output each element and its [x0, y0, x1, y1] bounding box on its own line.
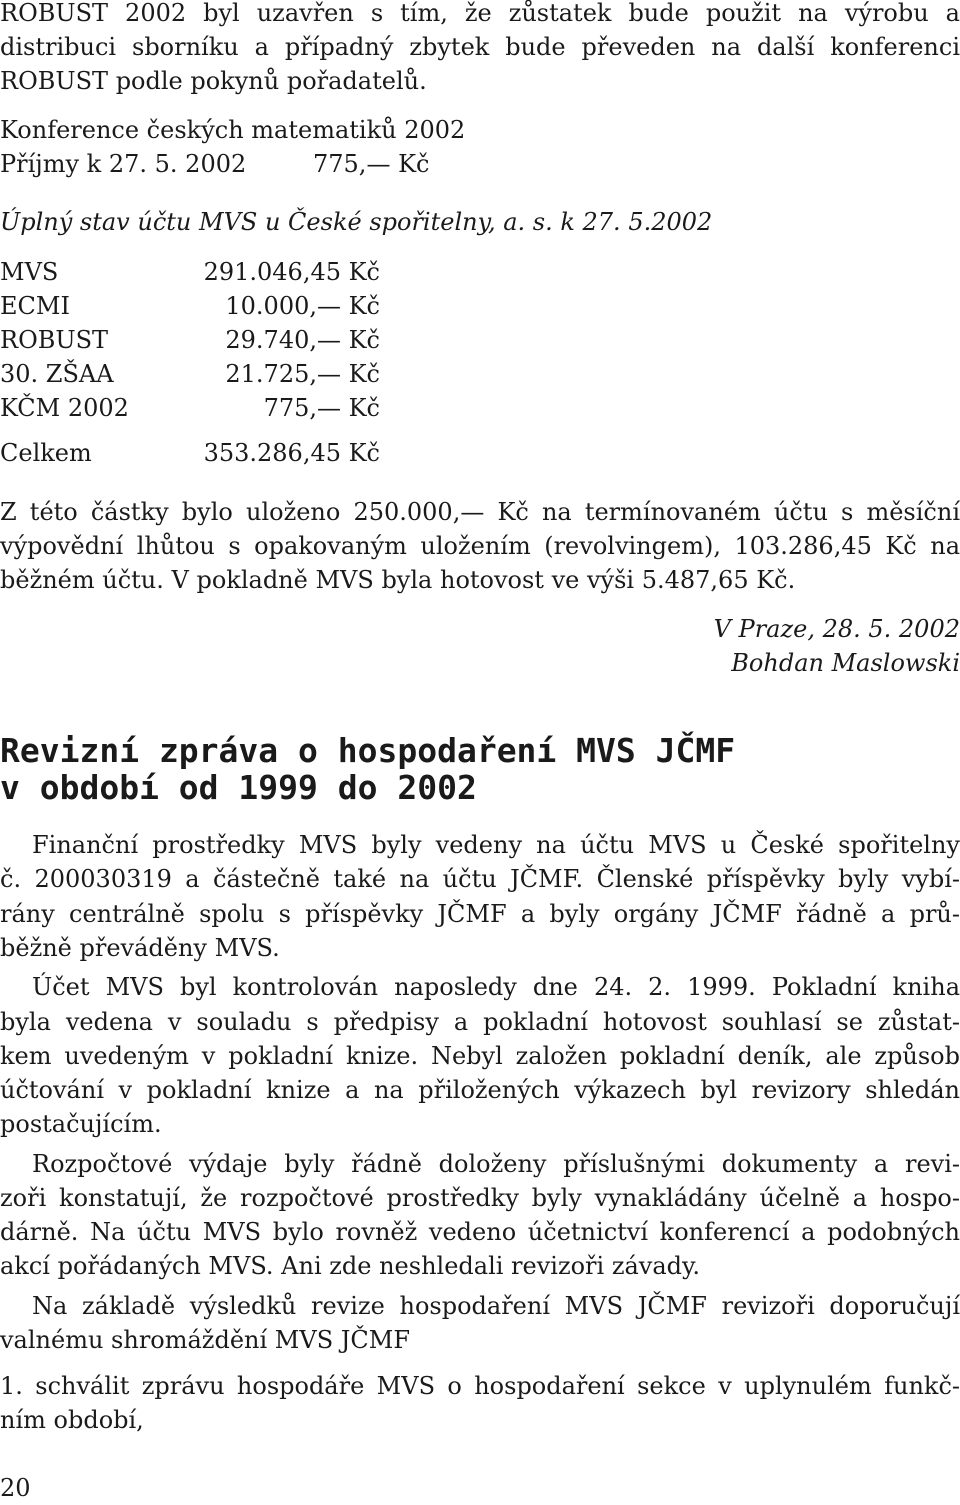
- paragraph-line: Účet MVS byl kontrolován naposledy dne 24. 2. 1999. Pokladní kniha: [32, 973, 960, 1001]
- account-row-label: ECMI: [0, 292, 70, 320]
- paragraph-line: valnému shromáždění MVS JČMF: [0, 1326, 410, 1354]
- list-item-line: ním období,: [0, 1406, 144, 1434]
- page-number: 20: [0, 1474, 31, 1502]
- paragraph-line: Rozpočtové výdaje byly řádně doloženy příslušnými dokumenty a revi-: [32, 1150, 960, 1178]
- account-row-value: 10.000,— Kč: [225, 292, 380, 320]
- account-row: [0, 391, 380, 425]
- account-row-value: 291.046,45 Kč: [203, 258, 380, 286]
- account-row: [0, 255, 380, 289]
- paragraph-line: Na základě výsledků revize hospodaření MVS JČMF revizoři doporučují: [32, 1292, 960, 1320]
- list-item-line: 1. schválit zprávu hospodáře MVS o hospodaření sekce v uplynulém funkč-: [0, 1372, 960, 1400]
- account-heading: Úplný stav účtu MVS u České spořitelny, a. s. k 27. 5.2002: [0, 208, 713, 236]
- intro-line: ROBUST 2002 byl uzavřen s tím, že zůstatek bude použit na výrobu a: [0, 0, 960, 27]
- signature-name: Bohdan Maslowski: [731, 649, 960, 677]
- account-row-value: 775,— Kč: [263, 394, 380, 422]
- paragraph-line: postačujícím.: [0, 1110, 162, 1138]
- paragraph-line: akcí pořádaných MVS. Ani zde neshledali revizoři závady.: [0, 1252, 701, 1280]
- paragraph-line: běžně převáděny MVS.: [0, 934, 280, 962]
- account-total-label: Celkem: [0, 439, 92, 467]
- account-row-label: KČM 2002: [0, 394, 129, 422]
- account-total-value: 353.286,45 Kč: [203, 439, 380, 467]
- account-row-value: 21.725,— Kč: [225, 360, 380, 388]
- account-row-label: ROBUST: [0, 326, 109, 354]
- account-row: [0, 323, 380, 357]
- section-title: v období od 1999 do 2002: [0, 768, 477, 807]
- summary-line: Z této částky bylo uloženo 250.000,— Kč na termínovaném účtu s měsíční: [0, 498, 960, 526]
- paragraph-line: dárně. Na účtu MVS bylo rovněž vedeno účetnictví konferencí a podobných: [0, 1218, 960, 1246]
- paragraph-line: účtování v pokladní knize a na přiložených výkazech byl revizory shledán: [0, 1076, 960, 1104]
- paragraph-line: byla vedena v souladu s předpisy a pokladní hotovost souhlasí se zůstat-: [0, 1008, 960, 1036]
- account-row: [0, 289, 380, 323]
- conference-income-value: 775,— Kč: [313, 150, 430, 178]
- conference-title: Konference českých matematiků 2002: [0, 116, 466, 144]
- account-row-label: 30. ZŠAA: [0, 360, 114, 388]
- conference-income-label: Příjmy k 27. 5. 2002: [0, 150, 247, 178]
- signature-place-date: V Praze, 28. 5. 2002: [713, 615, 960, 643]
- account-row: [0, 357, 380, 391]
- intro-line: distribuci sborníku a případný zbytek bude převeden na další konferenci: [0, 33, 960, 61]
- paragraph-line: kem uvedeným v pokladní knize. Nebyl založen pokladní deník, ale způsob: [0, 1042, 960, 1070]
- summary-line: běžném účtu. V pokladně MVS byla hotovost ve výši 5.487,65 Kč.: [0, 566, 796, 594]
- paragraph-line: č. 200030319 a částečně také na účtu JČMF. Členské příspěvky byly vybí-: [0, 865, 960, 893]
- paragraph-line: zoři konstatují, že rozpočtové prostředky byly vynakládány účelně a hospo-: [0, 1184, 960, 1212]
- section-title: Revizní zpráva o hospodaření MVS JČMF: [0, 731, 736, 770]
- account-row-label: MVS: [0, 258, 59, 286]
- summary-line: výpovědní lhůtou s opakovaným uložením (revolvingem), 103.286,45 Kč na: [0, 532, 960, 560]
- intro-line: ROBUST podle pokynů pořadatelů.: [0, 67, 427, 95]
- paragraph-line: rány centrálně spolu s příspěvky JČMF a byly orgány JČMF řádně a prů-: [0, 900, 960, 928]
- account-row-value: 29.740,— Kč: [225, 326, 380, 354]
- paragraph-line: Finanční prostředky MVS byly vedeny na účtu MVS u České spořitelny: [32, 831, 960, 859]
- account-total-row: [0, 436, 380, 470]
